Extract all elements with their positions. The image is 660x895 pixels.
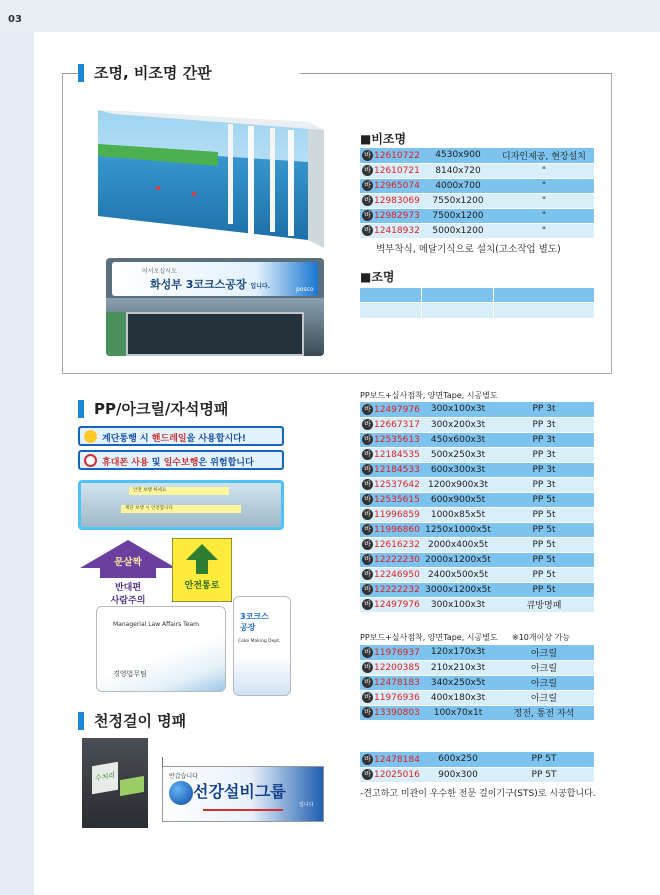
lit-table-empty	[360, 288, 594, 318]
plate-english: Coke Making Dept.	[238, 639, 281, 644]
code-badge-icon: 바	[362, 754, 373, 765]
table-row	[360, 645, 594, 660]
hanging-wire	[162, 757, 163, 767]
acrylic-caption: PP보드+실사점착, 양면Tape, 시공별도	[360, 633, 498, 642]
item-mat: PP 5t	[494, 567, 594, 582]
stair-step-sign: 계단 보행 시 안전합니다	[121, 505, 241, 513]
handrail-icon	[84, 430, 97, 443]
item-mat: PP 5t	[494, 552, 594, 567]
table-row	[360, 582, 594, 597]
section-marker	[78, 400, 84, 418]
item-code: 바 12965074	[360, 178, 422, 193]
entrance-door	[126, 312, 304, 356]
banner-title: 선강설비그룹	[193, 782, 286, 801]
section-title: 조명, 비조명 간판	[94, 64, 212, 82]
banner-underline	[203, 809, 283, 811]
banner-suffix: 입니다	[299, 802, 314, 808]
stair-sign-photo	[78, 480, 284, 530]
hanging-plate	[120, 776, 144, 796]
table-row	[360, 402, 594, 417]
item-code: 바 12246950	[360, 567, 422, 582]
item-size: 3000x1200x5t	[422, 582, 494, 597]
plants	[106, 312, 126, 356]
item-mat: 아크릴	[494, 690, 594, 705]
item-mat: PP 5T	[494, 752, 594, 767]
code-badge-icon: 바	[362, 464, 373, 475]
code-badge-icon: 바	[362, 419, 373, 430]
table-row	[360, 537, 594, 552]
globe-icon	[169, 781, 193, 805]
table-row	[360, 597, 594, 612]
arrow-text: 안전통로	[184, 581, 220, 591]
item-code: 바 12610721	[360, 163, 422, 178]
item-size: 210x210x3t	[422, 660, 494, 675]
item-code: 바 12535615	[360, 492, 422, 507]
item-size: 120x170x3t	[422, 645, 494, 660]
table-row	[360, 477, 594, 492]
item-mat: 아크릴	[494, 660, 594, 675]
item-mat: PP 5t	[494, 492, 594, 507]
section-ceiling-sign-header	[78, 710, 186, 731]
item-code: 바 12222230	[360, 552, 422, 567]
table-row	[360, 522, 594, 537]
item-mat: 정전, 통전 자석	[494, 705, 594, 720]
handrail-sign	[78, 426, 284, 446]
code-badge-icon: 바	[362, 404, 373, 415]
item-note: 디자인제공, 현장설치	[494, 148, 594, 163]
item-size: 2000x1200x5t	[422, 552, 494, 567]
purple-arrow-sign	[80, 540, 176, 612]
posco-logo: posco	[296, 286, 314, 293]
code-badge-icon: 바	[362, 692, 373, 703]
item-mat: PP 5t	[494, 522, 594, 537]
ceiling-install-note: -견고하고 미관이 우수한 전문 걸이기구(STS)로 시공합니다.	[360, 789, 596, 799]
section-title: 천정걸이 명패	[94, 712, 187, 730]
item-code: 바 12983069	[360, 193, 422, 208]
code-badge-icon: 바	[362, 479, 373, 490]
item-mat: PP 5t	[494, 507, 594, 522]
item-code: 바 12616232	[360, 537, 422, 552]
code-badge-icon: 바	[362, 524, 373, 535]
sign-highlight: 휴대폰 사용	[102, 458, 149, 468]
sign-text: 계단통행 시	[102, 434, 152, 444]
table-row	[360, 705, 594, 720]
item-note: "	[494, 208, 594, 223]
table-row	[360, 417, 594, 432]
sign-highlight: 핸드레일	[151, 434, 187, 444]
item-code: 바 12200385	[360, 660, 422, 675]
item-note: "	[494, 223, 594, 238]
item-note: "	[494, 178, 594, 193]
sign-text: 을 사용합시다!	[186, 434, 246, 444]
nameplate-legal-team	[96, 606, 226, 692]
item-code: 바 12535613	[360, 432, 422, 447]
sign-text: 은 위험합니다	[198, 458, 254, 468]
left-margin-band	[0, 0, 34, 895]
table-row	[360, 660, 594, 675]
item-code: 바 12222232	[360, 582, 422, 597]
item-size: 4000x700	[422, 178, 494, 193]
item-mat: 큐방명패	[494, 597, 594, 612]
safe-passage-arrow-sign	[172, 538, 232, 602]
item-code: 바 12418932	[360, 223, 422, 238]
hanging-sign-photo	[82, 738, 148, 828]
phone-walking-sign	[78, 450, 284, 470]
item-code: 바 12025016	[360, 767, 422, 782]
item-size: 500x250x3t	[422, 447, 494, 462]
table-row	[360, 690, 594, 705]
code-badge-icon: 바	[362, 569, 373, 580]
code-badge-icon: 바	[362, 225, 373, 236]
item-code: 바 12497976	[360, 402, 422, 417]
item-mat: PP 3t	[494, 432, 594, 447]
item-mat: PP 5t	[494, 582, 594, 597]
item-mat: PP 3t	[494, 417, 594, 432]
table-row	[360, 462, 594, 477]
item-note: "	[494, 193, 594, 208]
code-badge-icon: 바	[362, 150, 373, 161]
code-badge-icon: 바	[362, 509, 373, 520]
pp-table	[360, 402, 594, 613]
table-row	[360, 552, 594, 567]
code-badge-icon: 바	[362, 210, 373, 221]
item-size: 100x70x1t	[422, 705, 494, 720]
item-size: 600x900x5t	[422, 492, 494, 507]
item-size: 300x100x3t	[422, 402, 494, 417]
page-number: 03	[8, 14, 22, 25]
table-row	[360, 767, 594, 782]
item-mat: PP 3t	[494, 402, 594, 417]
table-row	[360, 223, 594, 238]
item-size: 1000x85x5t	[422, 507, 494, 522]
code-badge-icon: 바	[362, 180, 373, 191]
item-size: 7550x1200	[422, 193, 494, 208]
code-badge-icon: 바	[362, 584, 373, 595]
sign-main-text: 화성부 3코크스공장	[150, 278, 247, 291]
code-badge-icon: 바	[362, 554, 373, 565]
item-size: 1200x900x3t	[422, 477, 494, 492]
item-mat: 아크릴	[494, 645, 594, 660]
item-code: 바 12478183	[360, 675, 422, 690]
arrow-text: 반대편	[114, 583, 142, 593]
code-badge-icon: 바	[362, 494, 373, 505]
ceiling-banner-sign	[162, 766, 324, 822]
item-size: 1250x1000x5t	[422, 522, 494, 537]
code-badge-icon: 바	[362, 195, 373, 206]
table-row	[360, 567, 594, 582]
table-row	[360, 507, 594, 522]
item-size: 340x250x5t	[422, 675, 494, 690]
ceiling-sign-table	[360, 752, 594, 783]
banner-greeting: 반갑습니다	[169, 773, 198, 780]
item-size: 2000x400x5t	[422, 537, 494, 552]
item-code: 바 12184533	[360, 462, 422, 477]
item-code: 바 12497976	[360, 597, 422, 612]
item-mat: PP 3t	[494, 462, 594, 477]
code-badge-icon: 바	[362, 677, 373, 688]
item-code: 바 13390803	[360, 705, 422, 720]
acrylic-min-note: ※10개이상 가능	[512, 633, 571, 642]
item-size: 900x300	[422, 767, 494, 782]
code-badge-icon: 바	[362, 599, 373, 610]
table-row	[360, 163, 594, 178]
code-badge-icon: 바	[362, 165, 373, 176]
item-note: "	[494, 163, 594, 178]
item-size: 400x180x3t	[422, 690, 494, 705]
table-row	[360, 208, 594, 223]
item-size: 2400x500x5t	[422, 567, 494, 582]
pp-caption: PP보드+실사점착, 양면Tape, 시공별도	[360, 391, 498, 400]
stair-step-sign: 안전 보행 하세요	[129, 487, 229, 495]
hanging-plate: 수처리	[92, 762, 118, 795]
table-row	[360, 178, 594, 193]
table-row	[360, 432, 594, 447]
item-code: 바 12478184	[360, 752, 422, 767]
plate-korean: 공장	[240, 623, 256, 632]
code-badge-icon: 바	[362, 647, 373, 658]
sign-text: 및	[148, 458, 164, 468]
item-mat: PP 5T	[494, 767, 594, 782]
item-size: 300x200x3t	[422, 417, 494, 432]
sign-greeting: 어서오십시오	[142, 268, 177, 275]
section-nameplate-header	[78, 398, 228, 419]
item-code: 바 12667317	[360, 417, 422, 432]
item-code: 바 12982973	[360, 208, 422, 223]
code-badge-icon: 바	[362, 662, 373, 673]
table-row	[360, 752, 594, 767]
item-mat: PP 3t	[494, 447, 594, 462]
item-code: 바 12537642	[360, 477, 422, 492]
item-size: 300x100x3t	[422, 597, 494, 612]
table-row	[360, 492, 594, 507]
sign-suffix-text: 입니다.	[250, 283, 271, 290]
item-size: 4530x900	[422, 148, 494, 163]
entrance-sign-photo	[106, 258, 324, 356]
item-code: 바 11976936	[360, 690, 422, 705]
code-badge-icon: 바	[362, 539, 373, 550]
arrow-text: 문살짝	[114, 557, 142, 568]
item-mat: 아크릴	[494, 675, 594, 690]
plate-korean: 3코크스	[240, 612, 269, 621]
item-code: 바 11976937	[360, 645, 422, 660]
item-code: 바 12610722	[360, 148, 422, 163]
plate-english: Managerial Law Affairs Team	[113, 621, 199, 628]
nameplate-coke-plant	[233, 596, 291, 696]
top-band	[0, 0, 660, 32]
code-badge-icon: 바	[362, 434, 373, 445]
item-code: 바 11996859	[360, 507, 422, 522]
item-code: 바 11996860	[360, 522, 422, 537]
item-mat: PP 5t	[494, 537, 594, 552]
sign-highlight: 일수보행	[163, 458, 199, 468]
item-size: 600x300x3t	[422, 462, 494, 477]
nonlit-install-note: 벽부착식, 메달기식으로 설치(고소작업 별도)	[376, 244, 561, 255]
item-mat: PP 3t	[494, 477, 594, 492]
plate-korean: 경영법무팀	[113, 670, 147, 678]
code-badge-icon: 바	[362, 707, 373, 718]
item-code: 바 12184535	[360, 447, 422, 462]
item-size: 600x250	[422, 752, 494, 767]
lightbox-sign-photo	[98, 108, 330, 248]
item-size: 8140x720	[422, 163, 494, 178]
nonlit-table	[360, 148, 594, 239]
section-marker	[78, 712, 84, 730]
table-row	[360, 675, 594, 690]
item-size: 450x600x3t	[422, 432, 494, 447]
arrow-text: 사람주의	[110, 596, 146, 606]
table-row	[360, 193, 594, 208]
table-row	[360, 447, 594, 462]
section-title: PP/아크릴/자석명패	[94, 400, 229, 418]
lit-subtitle: ■조명	[360, 270, 395, 284]
table-row	[360, 148, 594, 163]
code-badge-icon: 바	[362, 769, 373, 780]
prohibition-icon	[84, 454, 97, 467]
item-size: 7500x1200	[422, 208, 494, 223]
code-badge-icon: 바	[362, 449, 373, 460]
item-size: 5000x1200	[422, 223, 494, 238]
acrylic-table	[360, 645, 594, 721]
nonlit-subtitle: ■비조명	[360, 132, 407, 146]
